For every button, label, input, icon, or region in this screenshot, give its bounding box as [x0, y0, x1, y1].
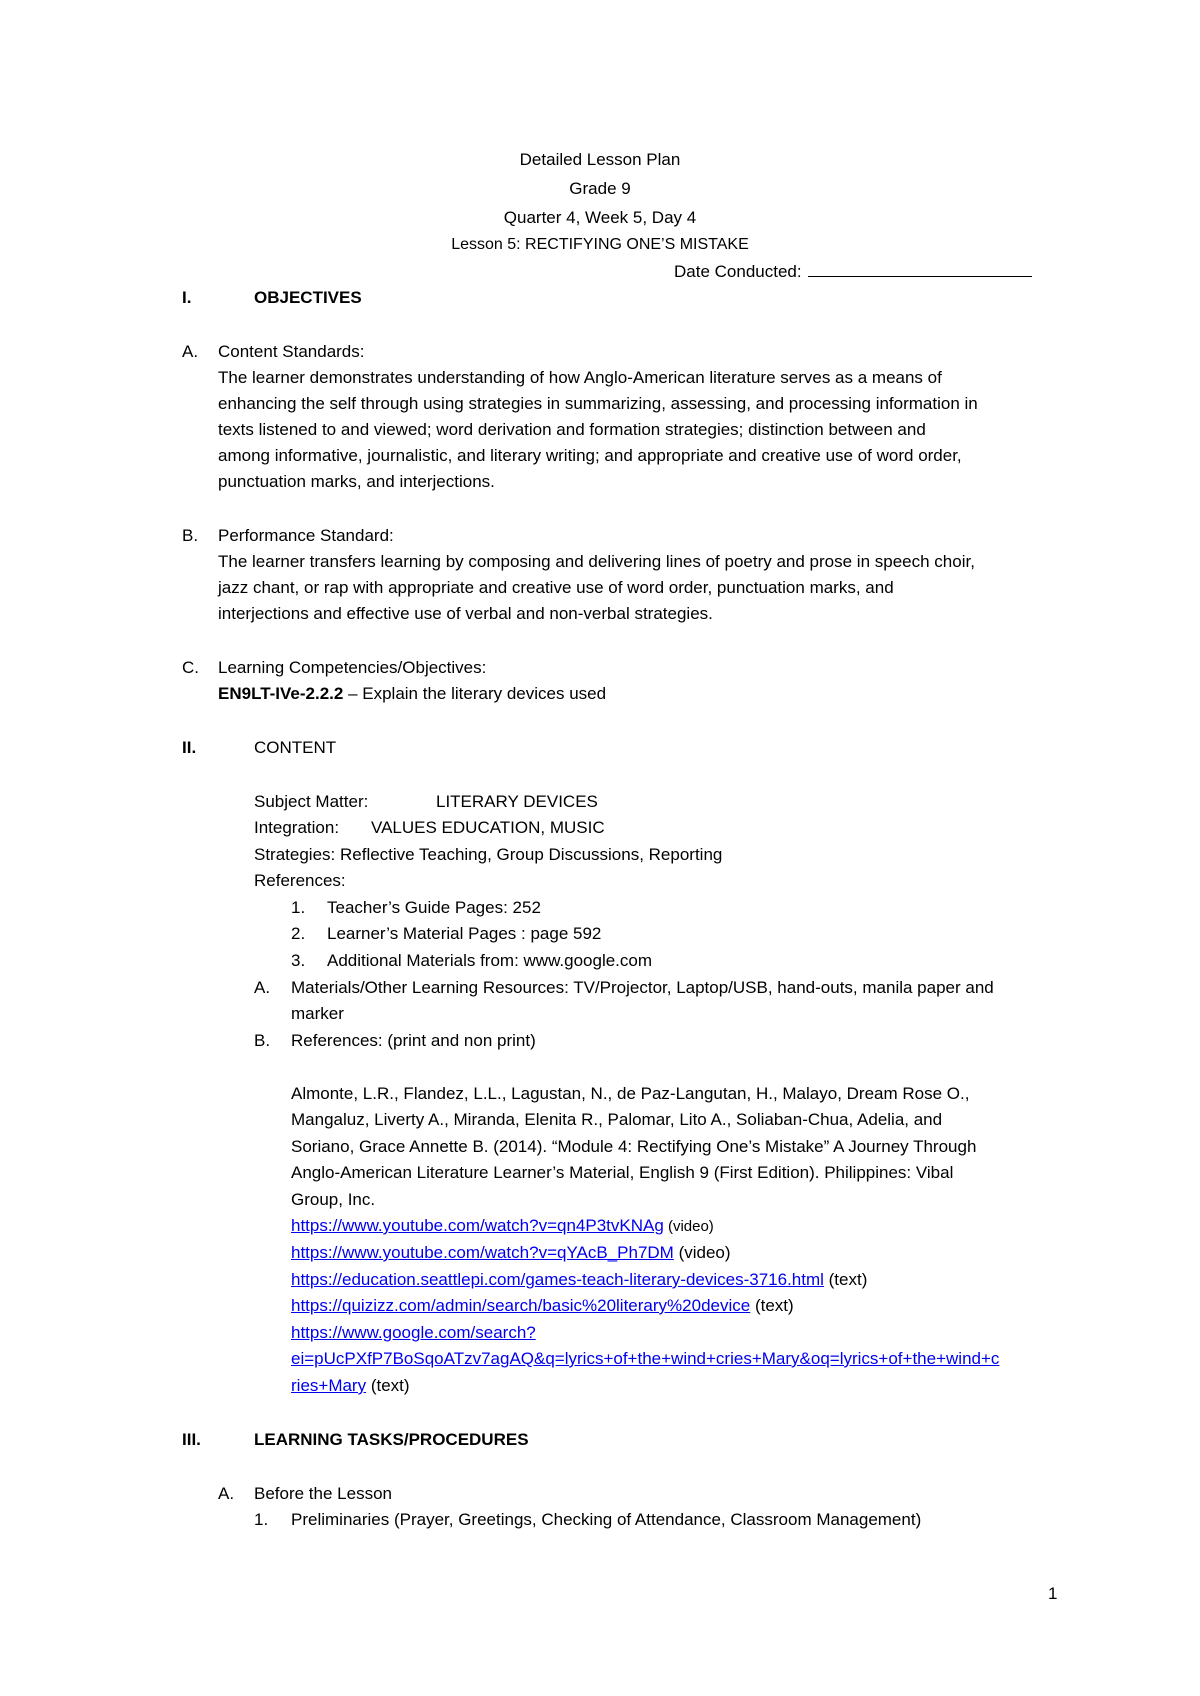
- link-note: (video): [663, 1218, 714, 1235]
- reference-link-row: [291, 1376, 410, 1396]
- integration-label: Integration:: [254, 818, 340, 837]
- procedure-item: Preliminaries (Prayer, Greetings, Checking of Attendance, Classroom Management): [291, 1510, 922, 1529]
- citation-line: Soriano, Grace Annette B. (2014). “Module 4: Rectifying One’s Mistake” A Journey Through: [291, 1137, 977, 1156]
- google-link[interactable]: https://www.google.com/search?: [291, 1323, 536, 1342]
- content-standards-line: among informative, journalistic, and literary writing; and appropriate and creative use of word order,: [218, 446, 962, 465]
- competency-text: – Explain the literary devices used: [343, 684, 607, 703]
- content-standards-letter: A.: [182, 342, 199, 361]
- content-standards-line: The learner demonstrates understanding of how Anglo-American literature serves as a means of: [218, 368, 942, 387]
- objectives-heading: OBJECTIVES: [254, 288, 362, 307]
- materials-line: marker: [291, 1004, 344, 1023]
- quizizz-link[interactable]: https://quizizz.com/admin/search/basic%20literary%20device: [291, 1296, 751, 1315]
- quarter-line: Quarter 4, Week 5, Day 4: [503, 208, 697, 227]
- citation-line: Anglo-American Literature Learner’s Material, English 9 (First Edition). Philippines: Vibal: [291, 1163, 954, 1182]
- competency-item: [218, 684, 606, 704]
- performance-standard-label: Performance Standard:: [218, 526, 394, 545]
- content-standards-label: Content Standards:: [218, 342, 365, 361]
- before-lesson-letter: A.: [218, 1484, 235, 1503]
- reference-link-row: [291, 1296, 794, 1316]
- citation-line: Group, Inc.: [291, 1190, 376, 1209]
- references-label: References:: [254, 871, 346, 890]
- print-references-label: References: (print and non print): [291, 1031, 536, 1050]
- citation-line: Mangaluz, Liverty A., Miranda, Elenita R., Palomar, Lito A., Soliaban-Chua, Adelia, and: [291, 1110, 943, 1129]
- reference-link-row: [291, 1270, 867, 1290]
- link-note: (text): [750, 1296, 794, 1315]
- reference-item: Learner’s Material Pages : page 592: [327, 924, 602, 943]
- date-blank: [808, 262, 1032, 277]
- reference-link-row: [291, 1323, 536, 1343]
- reference-item: Additional Materials from: www.google.com: [327, 951, 653, 970]
- link-note: (video): [673, 1243, 731, 1262]
- materials-line: Materials/Other Learning Resources: TV/Projector, Laptop/USB, hand-outs, manila paper and: [291, 978, 994, 997]
- content-standards-line: punctuation marks, and interjections.: [218, 472, 495, 491]
- reference-number: 2.: [291, 924, 306, 943]
- google-link[interactable]: ries+Mary: [291, 1376, 367, 1395]
- procedure-number: 1.: [254, 1510, 269, 1529]
- performance-standard-line: jazz chant, or rap with appropriate and creative use of word order, punctuation marks, and: [218, 578, 894, 597]
- section-numeral-1: I.: [182, 288, 192, 307]
- procedures-heading: LEARNING TASKS/PROCEDURES: [254, 1430, 529, 1449]
- performance-standard-line: The learner transfers learning by composing and delivering lines of poetry and prose in speech choir,: [218, 552, 975, 571]
- seattlepi-link[interactable]: https://education.seattlepi.com/games-teach-literary-devices-3716.html: [291, 1270, 824, 1289]
- lesson-title: Lesson 5: RECTIFYING ONE’S MISTAKE: [451, 236, 749, 253]
- reference-link-row: [291, 1216, 714, 1236]
- competencies-letter: C.: [182, 658, 199, 677]
- reference-link-row: [291, 1349, 999, 1369]
- section-numeral-3: III.: [182, 1430, 201, 1449]
- content-standards-line: enhancing the self through using strategies in summarizing, assessing, and processing information in: [218, 394, 978, 413]
- performance-standard-line: interjections and effective use of verbal and non-verbal strategies.: [218, 604, 713, 623]
- integration-value: VALUES EDUCATION, MUSIC: [371, 818, 605, 837]
- reference-link-row: [291, 1243, 731, 1263]
- google-link[interactable]: ei=pUcPXfP7BoSqoATzv7agAQ&q=lyrics+of+the+wind+cries+Mary&oq=lyrics+of+the+wind+c: [291, 1349, 1000, 1368]
- grade-line: Grade 9: [569, 179, 631, 198]
- content-heading: CONTENT: [254, 738, 337, 757]
- section-numeral-2: II.: [182, 738, 197, 757]
- document-title: Detailed Lesson Plan: [519, 150, 681, 169]
- link-note: (text): [366, 1376, 410, 1395]
- performance-standard-letter: B.: [182, 526, 199, 545]
- subject-matter-value: LITERARY DEVICES: [436, 792, 598, 811]
- competencies-label: Learning Competencies/Objectives:: [218, 658, 487, 677]
- citation-line: Almonte, L.R., Flandez, L.L., Lagustan, N., de Paz-Langutan, H., Malayo, Dream Rose O.,: [291, 1084, 970, 1103]
- print-references-letter: B.: [254, 1031, 271, 1050]
- reference-number: 3.: [291, 951, 306, 970]
- link-note: (text): [823, 1270, 868, 1289]
- strategies-line: Strategies: Reflective Teaching, Group Discussions, Reporting: [254, 845, 723, 864]
- date-conducted: [674, 262, 1032, 282]
- reference-item: Teacher’s Guide Pages: 252: [327, 898, 541, 917]
- page-number: 1: [1048, 1584, 1058, 1603]
- date-conducted-label: Date Conducted:: [674, 262, 802, 281]
- reference-number: 1.: [291, 898, 306, 917]
- youtube-link[interactable]: https://www.youtube.com/watch?v=qn4P3tvKNAg: [291, 1216, 664, 1235]
- materials-letter: A.: [254, 978, 271, 997]
- competency-code: EN9LT-IVe-2.2.2: [218, 684, 344, 703]
- youtube-link[interactable]: https://www.youtube.com/watch?v=qYAcB_Ph7DM: [291, 1243, 674, 1262]
- content-standards-line: texts listened to and viewed; word derivation and formation strategies; distinction between and: [218, 420, 926, 439]
- before-lesson-label: Before the Lesson: [254, 1484, 392, 1503]
- subject-matter-label: Subject Matter:: [254, 792, 369, 811]
